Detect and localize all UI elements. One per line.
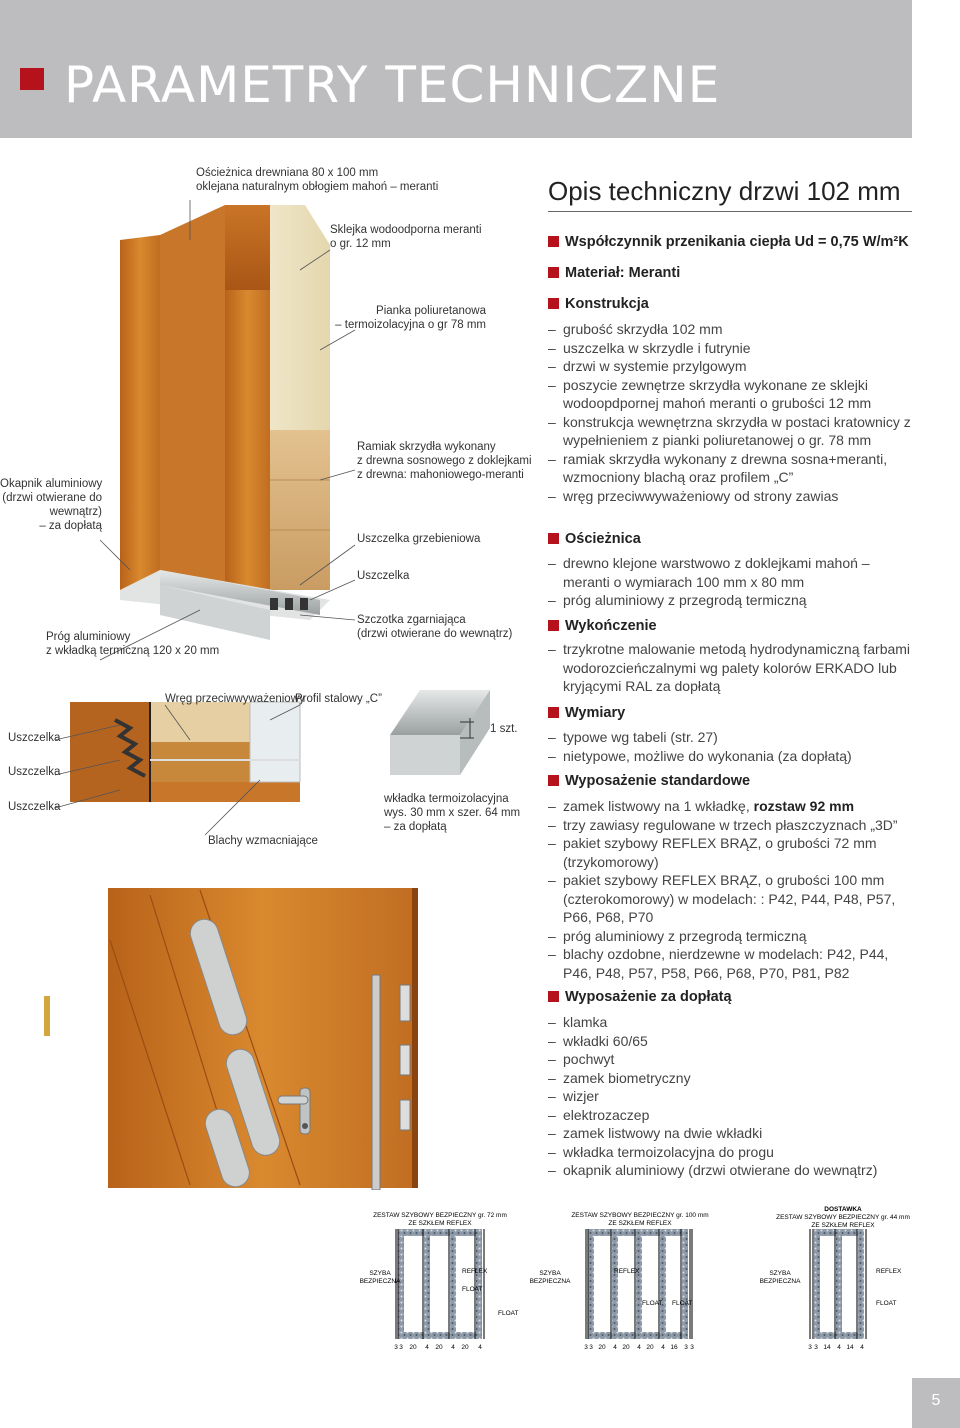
section-heading: Wyposażenie standardowe [565, 773, 751, 789]
label-text: SZYBA [769, 1270, 791, 1277]
label-plywood: Sklejka wodoodporna meranti o gr. 12 mm [330, 224, 482, 250]
dim: 4 [425, 1344, 429, 1351]
dim: 16 [670, 1344, 678, 1351]
list-item: – konstrukcja wewnętrzna skrzydła w postaci kratownicy z wypełnieniem z pianki poliuretanowej o gr. 78 mm [548, 413, 920, 450]
label-frame: Ościeżnica drewniana 80 x 100 mm oklejana naturalnym obłogiem mahoń – meranti [196, 167, 439, 193]
dim: 3 [684, 1344, 688, 1351]
label-seal: Uszczelka [357, 570, 410, 582]
section-heading: Konstrukcja [565, 296, 649, 312]
frame-face [160, 205, 225, 590]
glazing-title-1a [373, 1212, 507, 1227]
label-rail: Ramiak skrzydła wykonany z drewna sosnowego z doklejkami z drewna: mahoniowego-meranti [357, 441, 532, 481]
dim: 20 [646, 1344, 654, 1351]
list-item: – grubość skrzydła 102 mm [548, 320, 920, 339]
glazing-title-3 [776, 1214, 910, 1229]
dim: 4 [451, 1344, 455, 1351]
bullet-square-icon [548, 707, 559, 718]
list-item: – pakiet szybowy REFLEX BRĄZ, o grubości 100 mm (czterokomorowy) w modelach: : P42, P44, P48, P57, P66, P68, P70 [548, 871, 920, 927]
section-heading: Wykończenie [565, 618, 657, 634]
glazing-44mm [760, 1206, 910, 1351]
dim: 3 [814, 1344, 818, 1351]
label-line: BEZPIECZNA [759, 1278, 801, 1285]
glazing-left-label-2 [530, 1270, 571, 1285]
bullet-square-icon [548, 267, 559, 278]
list-item: – wkładki 60/65 [548, 1032, 920, 1051]
list-item: – nietypowe, możliwe do wykonania (za dopłatą) [548, 747, 920, 766]
dim: 14 [823, 1344, 831, 1351]
label-line: ZE SZKŁEM REFLEX [608, 1220, 672, 1227]
label-threshold: Próg aluminiowy z wkładką termiczną 120 x 20 mm [46, 631, 220, 657]
list-item: – elektrozaczep [548, 1106, 920, 1125]
glazing-right-label-2: REFLEX [614, 1268, 640, 1275]
multipoint-lock-strip [372, 975, 380, 1190]
u-value [548, 234, 909, 250]
section-heading: Wymiary [565, 705, 626, 721]
dim: 20 [435, 1344, 443, 1351]
frame-post [120, 235, 160, 590]
item-text: zamek listwowy na 1 wkładkę, [563, 798, 754, 814]
list-item: – pochwyt [548, 1050, 920, 1069]
label-plates: Blachy wzmacniające [208, 835, 318, 847]
hinge-icon [44, 996, 50, 1036]
dim: 20 [409, 1344, 417, 1351]
label-text: SZYBA [539, 1270, 561, 1277]
dim: 4 [837, 1344, 841, 1351]
spec-title: Opis techniczny drzwi 102 mm [548, 176, 901, 206]
section-c-profile [250, 702, 300, 782]
list-item: – drzwi w systemie przylgowym [548, 357, 920, 376]
label-seal-2: Uszczelka [8, 766, 61, 778]
label-line: ZESTAW SZYBOWY BEZPIECZNY gr. 44 mm [776, 1214, 910, 1221]
glazing-72mm [360, 1212, 519, 1351]
section-wykonczenie [548, 618, 657, 634]
label-line: ZE SZKŁEM REFLEX [408, 1220, 472, 1227]
label-line: ZE SZKŁEM REFLEX [811, 1222, 875, 1229]
section-doplata [548, 989, 732, 1005]
material [548, 265, 680, 281]
glazing-float-1a: FLOAT [462, 1286, 483, 1293]
list-item: – okapnik aluminiowy (drzwi otwierane do wewnątrz) [548, 1161, 920, 1180]
glazing-float-2b: FLOAT [672, 1300, 693, 1307]
bullet-square-icon [548, 991, 559, 1002]
doplata-list [548, 1013, 920, 1180]
glazing-left-label-3 [760, 1270, 801, 1285]
list-item: – drewno klejone warstwowo z doklejkami mahoń – meranti o wymiarach 100 mm x 80 mm [548, 554, 920, 591]
label-anti-burglary: Wręg przeciwwyważeniowy [165, 693, 305, 705]
list-item: – blachy ozdobne, nierdzewne w modelach: P42, P44, P46, P48, P57, P58, P66, P68, P70, P81, P82 [548, 945, 920, 982]
dim: 20 [622, 1344, 630, 1351]
bullet-square-icon [548, 533, 559, 544]
wykonczenie-list [548, 640, 920, 696]
label-foam: Pianka poliuretanowa – termoizolacyjna o gr 78 mm [335, 305, 486, 331]
label-text: SZYBA [369, 1270, 391, 1277]
glazing-float-3: FLOAT [876, 1300, 897, 1307]
section-standard [548, 773, 750, 789]
glazing-100mm [530, 1212, 709, 1351]
section-oscieznica [548, 531, 641, 547]
label-line: BEZPIECZNA [359, 1278, 401, 1285]
dim: 20 [461, 1344, 469, 1351]
list-item: – ramiak skrzydła wykonany z drewna sosna+meranti, wzmocniony blachą oraz profilem „C” [548, 450, 920, 487]
dim: 20 [598, 1344, 606, 1351]
label-line: ZESTAW SZYBOWY BEZPIECZNY gr. 100 mm [571, 1212, 709, 1219]
list-item: – próg aluminiowy z przegrodą termiczną [548, 591, 920, 610]
list-item: – wręg przeciwwyważeniowy od strony zawias [548, 487, 920, 506]
leaf-face [225, 290, 270, 590]
glazing-title-2 [571, 1212, 708, 1227]
label-seal-1: Uszczelka [8, 732, 61, 744]
header-gap [912, 0, 960, 138]
dim: 3 [808, 1344, 812, 1351]
material-text: Materiał: Meranti [565, 265, 681, 281]
section-heading: Ościeżnica [565, 531, 641, 547]
list-item [548, 797, 920, 816]
list-item: – wkładka termoizolacyjna do progu [548, 1143, 920, 1162]
page-title: PARAMETRY TECHNICZNE [64, 56, 721, 114]
dim: 4 [613, 1344, 617, 1351]
item-bold: rozstaw 92 mm [753, 798, 855, 814]
dim: 3 [589, 1344, 593, 1351]
oscieznica-list [548, 554, 920, 610]
dim: 4 [860, 1344, 864, 1351]
konstrukcja-list [548, 320, 920, 505]
bullet-square-icon [548, 620, 559, 631]
foam-core-lower [270, 290, 330, 430]
dim: 4 [478, 1344, 482, 1351]
u-value-text: Współczynnik przenikania ciepła Ud = 0,75 W/m²K [565, 234, 909, 250]
bullet-square-icon [548, 236, 559, 247]
dim: 3 [584, 1344, 588, 1351]
label-seal-3: Uszczelka [8, 801, 61, 813]
list-item: – uszczelka w skrzydle i futrynie [548, 339, 920, 358]
standard-list [548, 797, 920, 982]
label-brush: Szczotka zgarniająca (drzwi otwierane do wewnątrz) [357, 614, 513, 640]
list-item: – trzykrotne malowanie metodą hydrodynamiczną farbami wodorozcieńczalnymi wg palety kolorów ERKADO lub kryjącymi RAL za dopłatą [548, 640, 920, 696]
wymiary-list [548, 728, 920, 765]
glazing-float-1b: FLOAT [498, 1310, 519, 1317]
dim: 3 [399, 1344, 403, 1351]
glazing-diagrams [340, 1205, 920, 1355]
label-c-profile: Profil stalowy „C” [295, 693, 382, 705]
bullet-square-icon [548, 775, 559, 786]
list-item: – poszycie zewnętrze skrzydła wykonane ze sklejki wodoopdpornej mahoń meranti o grubości 12 mm [548, 376, 920, 413]
glazing-title-3-bold: DOSTAWKA [824, 1206, 862, 1213]
page-number: 5 [931, 1392, 941, 1409]
dim: 4 [637, 1344, 641, 1351]
glazing-right-label-1: REFLEX [462, 1268, 488, 1275]
label-one-pc: 1 szt. [490, 723, 518, 735]
section-konstrukcja [548, 296, 649, 312]
label-line: ZESTAW SZYBOWY BEZPIECZNY gr. 72 mm [373, 1212, 507, 1219]
glazing-float-2a: FLOAT [642, 1300, 663, 1307]
dim: 4 [661, 1344, 665, 1351]
section-wymiary [548, 705, 625, 721]
list-item: – zamek biometryczny [548, 1069, 920, 1088]
label-insert: wkładka termoizolacyjna wys. 30 mm x szer. 64 mm – za dopłatą [384, 793, 521, 833]
spec-title-rule [548, 211, 912, 212]
glazing-right-label-3: REFLEX [876, 1268, 902, 1275]
label-line: BEZPIECZNA [529, 1278, 571, 1285]
label-comb-seal: Uszczelka grzebieniowa [357, 533, 481, 545]
list-item: – klamka [548, 1013, 920, 1032]
list-item: – wizjer [548, 1087, 920, 1106]
list-item: – próg aluminiowy z przegrodą termiczną [548, 927, 920, 946]
list-item: – pakiet szybowy REFLEX BRĄZ, o grubości 72 mm (trzykomorowy) [548, 834, 920, 871]
bullet-square-icon [548, 298, 559, 309]
list-item: – zamek listwowy na dwie wkładki [548, 1124, 920, 1143]
leaf-edge [225, 205, 270, 290]
glazing-left-label-1 [360, 1270, 401, 1285]
dim: 14 [846, 1344, 854, 1351]
dim: 3 [394, 1344, 398, 1351]
dim: 3 [690, 1344, 694, 1351]
pine-rail [270, 430, 330, 590]
label-drip: Okapnik aluminiowy (drzwi otwierane do wewnątrz) – za dopłatą [0, 478, 103, 532]
list-item: – trzy zawiasy regulowane w trzech płaszczyznach „3D” [548, 816, 920, 835]
section-heading: Wyposażenie za dopłatą [565, 989, 732, 1005]
list-item: – typowe wg tabeli (str. 27) [548, 728, 920, 747]
threshold-insert-illustration [390, 690, 490, 775]
